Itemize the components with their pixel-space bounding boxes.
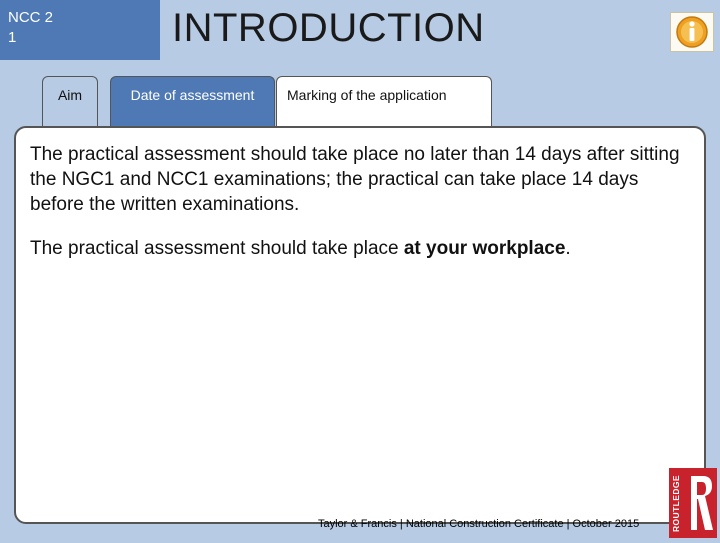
paragraph-location-emphasis: at your workplace (403, 238, 566, 259)
course-label-line2: 1 (8, 29, 17, 46)
content-panel (14, 126, 706, 524)
tab-aim-label: Aim (57, 87, 83, 103)
tab-aim[interactable] (42, 76, 98, 128)
info-icon[interactable] (670, 12, 714, 52)
tab-date-of-assessment[interactable] (110, 76, 275, 128)
routledge-logo-mark (669, 468, 717, 538)
footer-credit: Taylor & Francis | National Construction Certificate | October 2015 (318, 518, 640, 530)
paragraph-location-suffix: . (565, 238, 571, 259)
routledge-logo (669, 468, 717, 538)
course-label-line1: NCC 2 (8, 9, 54, 26)
tab-marking-of-application[interactable] (276, 76, 492, 128)
page-title: INTRODUCTION (172, 6, 485, 50)
paragraph-timing: The practical assessment should take place no later than 14 days after sitting the NGC1 and NCC1 examinations; the practical can take place 14 days before the written examinations. (30, 144, 680, 215)
info-i-icon (671, 13, 713, 51)
tab-date-label: Date of assessment (130, 87, 255, 103)
paragraph-location (30, 236, 680, 261)
svg-text:ROUTLEDGE: ROUTLEDGE (671, 475, 681, 532)
tab-marking-label: Marking of the application (287, 87, 447, 103)
paragraph-location-prefix: The practical assessment should take place (30, 238, 404, 259)
course-label (0, 0, 160, 60)
